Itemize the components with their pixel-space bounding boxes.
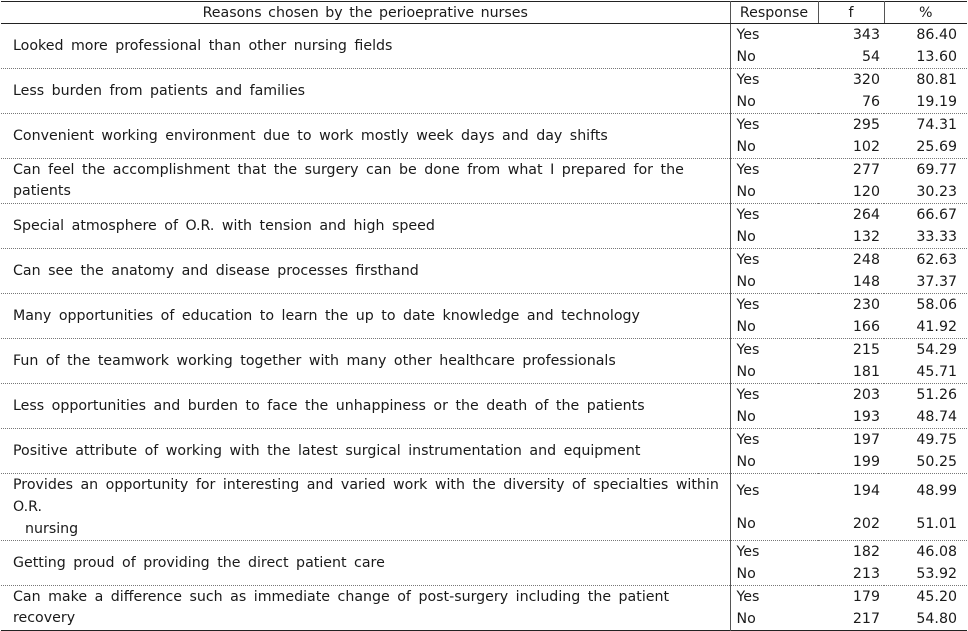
table-row: [1, 249, 967, 272]
response-cell: Yes: [730, 429, 818, 452]
response-cell: No: [730, 91, 818, 114]
header-f: f: [818, 2, 884, 24]
percent-cell: 86.40: [916, 27, 957, 43]
response-cell: Yes: [730, 339, 818, 362]
table-row: [1, 541, 967, 564]
percent-cell: 33.33: [916, 229, 957, 245]
frequency-cell: 194: [818, 474, 884, 508]
frequency-cell: 202: [852, 515, 880, 532]
response-cell: Yes: [730, 24, 818, 47]
reason-cell: Fun of the teamwork working together with many other healthcare professionals: [1, 339, 730, 384]
frequency-cell: 217: [852, 611, 880, 627]
table-row: [1, 24, 967, 47]
frequency-cell: 343: [852, 27, 880, 43]
frequency-cell: 166: [852, 319, 880, 335]
frequency-cell: 295: [818, 114, 884, 137]
reason-cell: Less burden from patients and families: [1, 69, 730, 114]
percent-cell: 69.77: [884, 159, 967, 182]
percent-cell: 51.26: [884, 384, 967, 407]
reason-line-2: nursing: [25, 521, 79, 537]
table-row: [1, 69, 967, 92]
frequency-cell: 197: [818, 429, 884, 452]
response-cell: No: [730, 563, 818, 586]
reason-cell: Getting proud of providing the direct patient care: [1, 541, 730, 586]
frequency-cell: 182: [818, 541, 884, 564]
percent-cell: 50.25: [916, 454, 957, 470]
reason-cell: Convenient working environment due to work mostly week days and day shifts: [1, 114, 730, 159]
table-row: [1, 294, 967, 317]
reason-cell: Positive attribute of working with the latest surgical instrumentation and equipment: [1, 429, 730, 474]
response-cell: Yes: [730, 474, 818, 508]
frequency-cell: 203: [818, 384, 884, 407]
response-cell: Yes: [730, 586, 818, 609]
response-cell: Yes: [730, 541, 818, 564]
table-row: [1, 429, 967, 452]
table-row: [1, 474, 967, 508]
response-cell: Yes: [730, 384, 818, 407]
percent-cell: 58.06: [884, 294, 967, 317]
percent-cell: 37.37: [916, 274, 957, 290]
frequency-cell: 320: [818, 69, 884, 92]
header-response: Response: [730, 2, 818, 24]
table-header-row: [1, 2, 967, 24]
percent-cell: 48.74: [916, 409, 957, 425]
percent-cell: 13.60: [916, 49, 957, 65]
frequency-cell: 277: [818, 159, 884, 182]
frequency-cell: 215: [818, 339, 884, 362]
percent-cell: 54.80: [916, 611, 957, 627]
frequency-cell: 102: [852, 139, 880, 155]
reason-cell: Many opportunities of education to learn the up to date knowledge and technology: [1, 294, 730, 339]
frequency-cell: 76: [861, 94, 880, 110]
table-row: [1, 159, 967, 182]
percent-cell: 25.69: [916, 139, 957, 155]
frequency-cell: 132: [852, 229, 880, 245]
table-row: [1, 384, 967, 407]
reason-cell: Less opportunities and burden to face the unhappiness or the death of the patients: [1, 384, 730, 429]
frequency-cell: 199: [852, 454, 880, 470]
response-cell: Yes: [730, 249, 818, 272]
frequency-cell: 120: [852, 184, 880, 200]
response-cell: No: [730, 271, 818, 294]
frequency-cell: 179: [818, 586, 884, 609]
percent-cell: 46.08: [884, 541, 967, 564]
frequency-cell: 213: [852, 566, 880, 582]
header-reason: Reasons chosen by the perioeprative nurses: [1, 2, 730, 24]
percent-cell: 62.63: [884, 249, 967, 272]
response-cell: No: [730, 507, 818, 541]
reason-line-1: Provides an opportunity for interesting and varied work with the diversity of specialties within O.R.: [13, 477, 719, 515]
table-row: [1, 586, 967, 609]
frequency-cell: 193: [852, 409, 880, 425]
header-pct: %: [884, 2, 967, 24]
response-cell: Yes: [730, 69, 818, 92]
table-row: [1, 114, 967, 137]
response-cell: No: [730, 361, 818, 384]
percent-cell: 45.20: [884, 586, 967, 609]
percent-cell: 45.71: [916, 364, 957, 380]
percent-cell: 54.29: [884, 339, 967, 362]
reason-cell: Can make a difference such as immediate change of post-surgery including the patient recovery: [1, 586, 730, 631]
frequency-cell: 264: [818, 204, 884, 227]
percent-cell: 19.19: [916, 94, 957, 110]
response-cell: No: [730, 181, 818, 204]
frequency-cell: 148: [852, 274, 880, 290]
reason-cell: Looked more professional than other nursing fields: [13, 37, 393, 54]
response-cell: Yes: [730, 294, 818, 317]
frequency-cell: 54: [861, 49, 880, 65]
response-cell: Yes: [730, 159, 818, 182]
response-cell: No: [730, 316, 818, 339]
percent-cell: 48.99: [884, 474, 967, 508]
response-cell: Yes: [730, 204, 818, 227]
percent-cell: 41.92: [916, 319, 957, 335]
frequency-cell: 248: [818, 249, 884, 272]
reason-cell: Can see the anatomy and disease processes firsthand: [1, 249, 730, 294]
reason-cell: Special atmosphere of O.R. with tension and high speed: [1, 204, 730, 249]
response-cell: No: [730, 608, 818, 631]
frequency-cell: 230: [818, 294, 884, 317]
survey-results-table: [1, 1, 967, 631]
percent-cell: 30.23: [916, 184, 957, 200]
table-row: [1, 204, 967, 227]
response-cell: No: [730, 406, 818, 429]
percent-cell: 80.81: [884, 69, 967, 92]
response-cell: No: [730, 226, 818, 249]
percent-cell: 51.01: [916, 515, 957, 532]
response-cell: Yes: [730, 114, 818, 137]
response-cell: No: [730, 46, 818, 69]
percent-cell: 66.67: [884, 204, 967, 227]
table-row: [1, 339, 967, 362]
percent-cell: 53.92: [916, 566, 957, 582]
frequency-cell: 181: [852, 364, 880, 380]
response-cell: No: [730, 451, 818, 474]
reason-cell: [1, 474, 730, 541]
percent-cell: 74.31: [884, 114, 967, 137]
percent-cell: 49.75: [884, 429, 967, 452]
reason-cell: Can feel the accomplishment that the surgery can be done from what I prepared for the patients: [1, 159, 730, 204]
response-cell: No: [730, 136, 818, 159]
